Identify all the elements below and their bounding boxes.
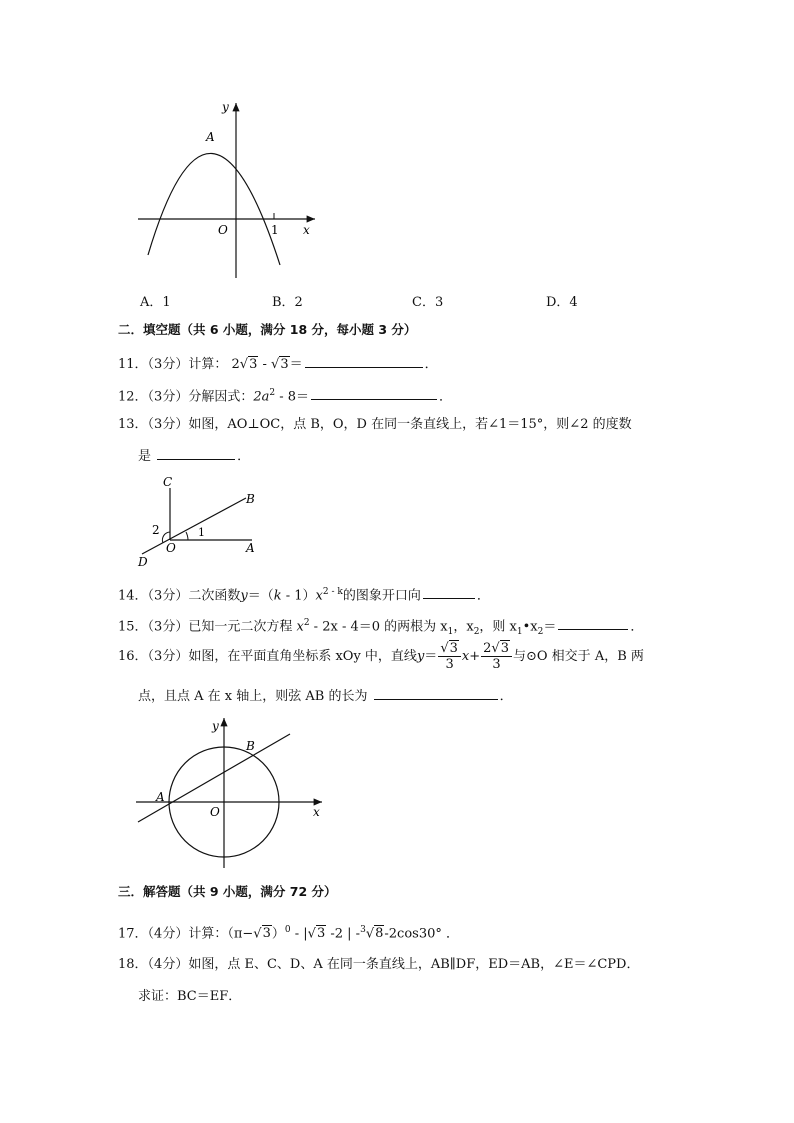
question-16-line2 — [138, 687, 513, 706]
q16-text-b: 与⊙O 相交于 A，B 两 — [513, 649, 644, 664]
q13-end: ． — [237, 449, 251, 464]
label-x: x — [303, 223, 310, 237]
q17-end: ． — [446, 926, 460, 942]
q11-text: 计算： — [188, 357, 228, 372]
q17-p4: -2 | - — [326, 926, 361, 942]
parabola-curve — [148, 153, 280, 265]
q15-text-b: - 2x - 4＝0 的两根为 x — [309, 619, 448, 635]
angle-1-arc — [186, 532, 188, 540]
q17-text: 计算： — [188, 926, 228, 942]
q15-text-f: ＝ — [543, 619, 557, 635]
q16-f2-num: 3 — [500, 641, 509, 656]
label-a2: A — [246, 541, 255, 555]
q16-f1-num: 3 — [449, 641, 458, 656]
q18-num: 18． — [118, 957, 148, 972]
q17-p3: - | — [290, 926, 308, 942]
q16-f1-den: 3 — [445, 657, 454, 672]
q16-num: 16． — [118, 649, 148, 664]
q15-sup: 2 — [303, 618, 310, 628]
q15-dot: • — [522, 619, 531, 635]
label-1: 1 — [198, 526, 205, 539]
q16-answer-blank[interactable] — [374, 687, 498, 700]
q14-text-a: 二次函数 — [188, 588, 241, 604]
q15-sub2: 2 — [473, 626, 480, 637]
label-one: 1 — [271, 223, 279, 237]
q15-text-a: 已知一元二次方程 — [188, 619, 297, 635]
q15-sub3: 1 — [516, 626, 523, 637]
q12-pts: （3分） — [147, 389, 189, 405]
angle-figure — [130, 470, 270, 570]
q17-r8: 8 — [375, 926, 384, 942]
q16-frac1: $\frac{√3}{3}$ — [438, 641, 461, 672]
label-b2: B — [246, 739, 255, 753]
q16-line2: 点，且点 A 在 x 轴上，则弦 AB 的长为 — [138, 689, 368, 704]
option-a: A．1 — [140, 295, 171, 310]
q11-eq: ＝ — [289, 357, 303, 372]
label-2: 2 — [152, 523, 160, 537]
q12-expr: 2a — [253, 389, 270, 405]
q17-p1: （π− — [227, 926, 254, 942]
section-2-title: 二．填空题（共 6 小题，满分 18 分，每小题 3 分） — [118, 322, 417, 337]
label-y2: y — [212, 719, 219, 733]
q17-r3b: 3 — [316, 926, 326, 942]
q12-sup: 2 — [269, 388, 276, 398]
q11-coef: 2 — [231, 357, 240, 372]
option-b: B．2 — [272, 295, 303, 310]
section-3-title: 三．解答题（共 9 小题，满分 72 分） — [118, 884, 337, 899]
q17-cube-index: 3 — [360, 925, 366, 935]
q14-text-c: - 1） — [281, 588, 316, 604]
q18-line2: 求证：BC＝EF． — [138, 989, 242, 1004]
q11-radicand-b: 3 — [280, 357, 289, 372]
question-18 — [118, 956, 639, 974]
q17-sup0: 0 — [284, 925, 291, 935]
question-17: 17．（4分）计算：$(\pi-√3)^0 - |√3$ -2 | -$^3$√8-2cos30° ． — [118, 925, 460, 942]
q13-answer-blank[interactable] — [157, 447, 235, 460]
q15-text-e: x — [530, 619, 538, 635]
q13-pre: 是 — [138, 449, 152, 464]
label-o3: O — [210, 805, 220, 819]
q14-pts: （3分） — [147, 588, 189, 604]
q12-end: ． — [439, 389, 453, 405]
q11-num: 11． — [118, 357, 148, 372]
q14-answer-blank[interactable] — [423, 586, 475, 599]
label-a: A — [206, 130, 215, 144]
q18-line1: 如图，点 E、C、D、A 在同一条直线上，AB∥DF，ED＝AB，∠E＝∠CPD． — [188, 957, 640, 972]
q15-text-c: ，x — [453, 619, 474, 635]
q15-sub1: 1 — [447, 626, 454, 637]
question-18-line2 — [138, 988, 241, 1006]
q16-plus: + — [469, 649, 481, 664]
q14-num: 14． — [118, 588, 148, 604]
q14-end: ． — [476, 588, 490, 604]
q14-sup: 2 - k — [322, 587, 343, 597]
q14-text-b: ＝（ — [247, 588, 274, 604]
question-14 — [118, 583, 490, 605]
question-11: 11．（3分）计算： 2√3 - √3＝ ． — [118, 357, 438, 372]
q12-answer-blank[interactable] — [311, 387, 437, 400]
parabola-figure — [130, 95, 330, 285]
q17-p2: ） — [271, 926, 285, 942]
question-15 — [118, 614, 643, 641]
q15-x: x — [296, 619, 304, 635]
q11-end: ． — [424, 357, 438, 372]
q15-answer-blank[interactable] — [558, 617, 628, 630]
q11-pts: （3分） — [147, 357, 189, 372]
question-16 — [118, 640, 644, 674]
q18-pts: （4分） — [147, 957, 189, 972]
q13-pts: （3分） — [147, 417, 189, 432]
option-c: C．3 — [412, 295, 444, 310]
question-13 — [118, 416, 632, 434]
q12-expr-b: - 8＝ — [275, 389, 310, 405]
q17-r3a: 3 — [262, 926, 271, 942]
q16-pts: （3分） — [147, 649, 189, 664]
label-y: y — [222, 100, 229, 114]
q12-num: 12． — [118, 389, 148, 405]
label-o2: O — [166, 541, 176, 555]
q15-end: ． — [630, 619, 644, 635]
q14-k: k — [273, 588, 282, 604]
q16-end: ． — [499, 689, 513, 704]
q12-text: 分解因式： — [188, 389, 254, 405]
q14-x: x — [315, 588, 323, 604]
label-a3: A — [156, 790, 165, 804]
q17-num: 17． — [118, 926, 148, 942]
q13-num: 13． — [118, 417, 148, 432]
circle-figure — [130, 712, 330, 872]
option-d: D．4 — [546, 295, 578, 310]
q16-f2-coef: 2 — [483, 641, 492, 656]
q16-frac2: $\frac{2√3}{3}$ — [481, 641, 512, 672]
q11-radicand-a: 3 — [249, 357, 258, 372]
q15-text-d: ，则 x — [479, 619, 517, 635]
q17-p5: -2cos30° — [384, 926, 442, 942]
q16-text-a: 如图，在平面直角坐标系 xOy 中，直线 — [188, 649, 417, 664]
q14-y: y — [240, 588, 248, 604]
label-x2: x — [313, 805, 320, 819]
label-b: B — [246, 492, 255, 506]
q15-pts: （3分） — [147, 619, 189, 635]
q16-y: y — [416, 649, 425, 664]
q15-num: 15． — [118, 619, 148, 635]
label-d: D — [138, 555, 148, 569]
q13-line1: 如图，AO⊥OC，点 B，O，D 在同一条直线上，若∠1＝15°，则∠2 的度数 — [188, 417, 632, 432]
label-o: O — [218, 223, 228, 237]
question-13-line2 — [138, 447, 250, 466]
q14-text-d: 的图象开口向 — [342, 588, 421, 604]
question-12 — [118, 384, 452, 406]
q11-answer-blank[interactable] — [305, 355, 423, 368]
label-c: C — [163, 475, 173, 489]
q15-sub4: 2 — [537, 626, 544, 637]
q16-x: x — [461, 649, 470, 664]
q16-eq: ＝ — [424, 649, 438, 664]
q17-pts: （4分） — [147, 926, 189, 942]
q11-minus: - — [258, 357, 272, 372]
q16-f2-den: 3 — [492, 657, 501, 672]
